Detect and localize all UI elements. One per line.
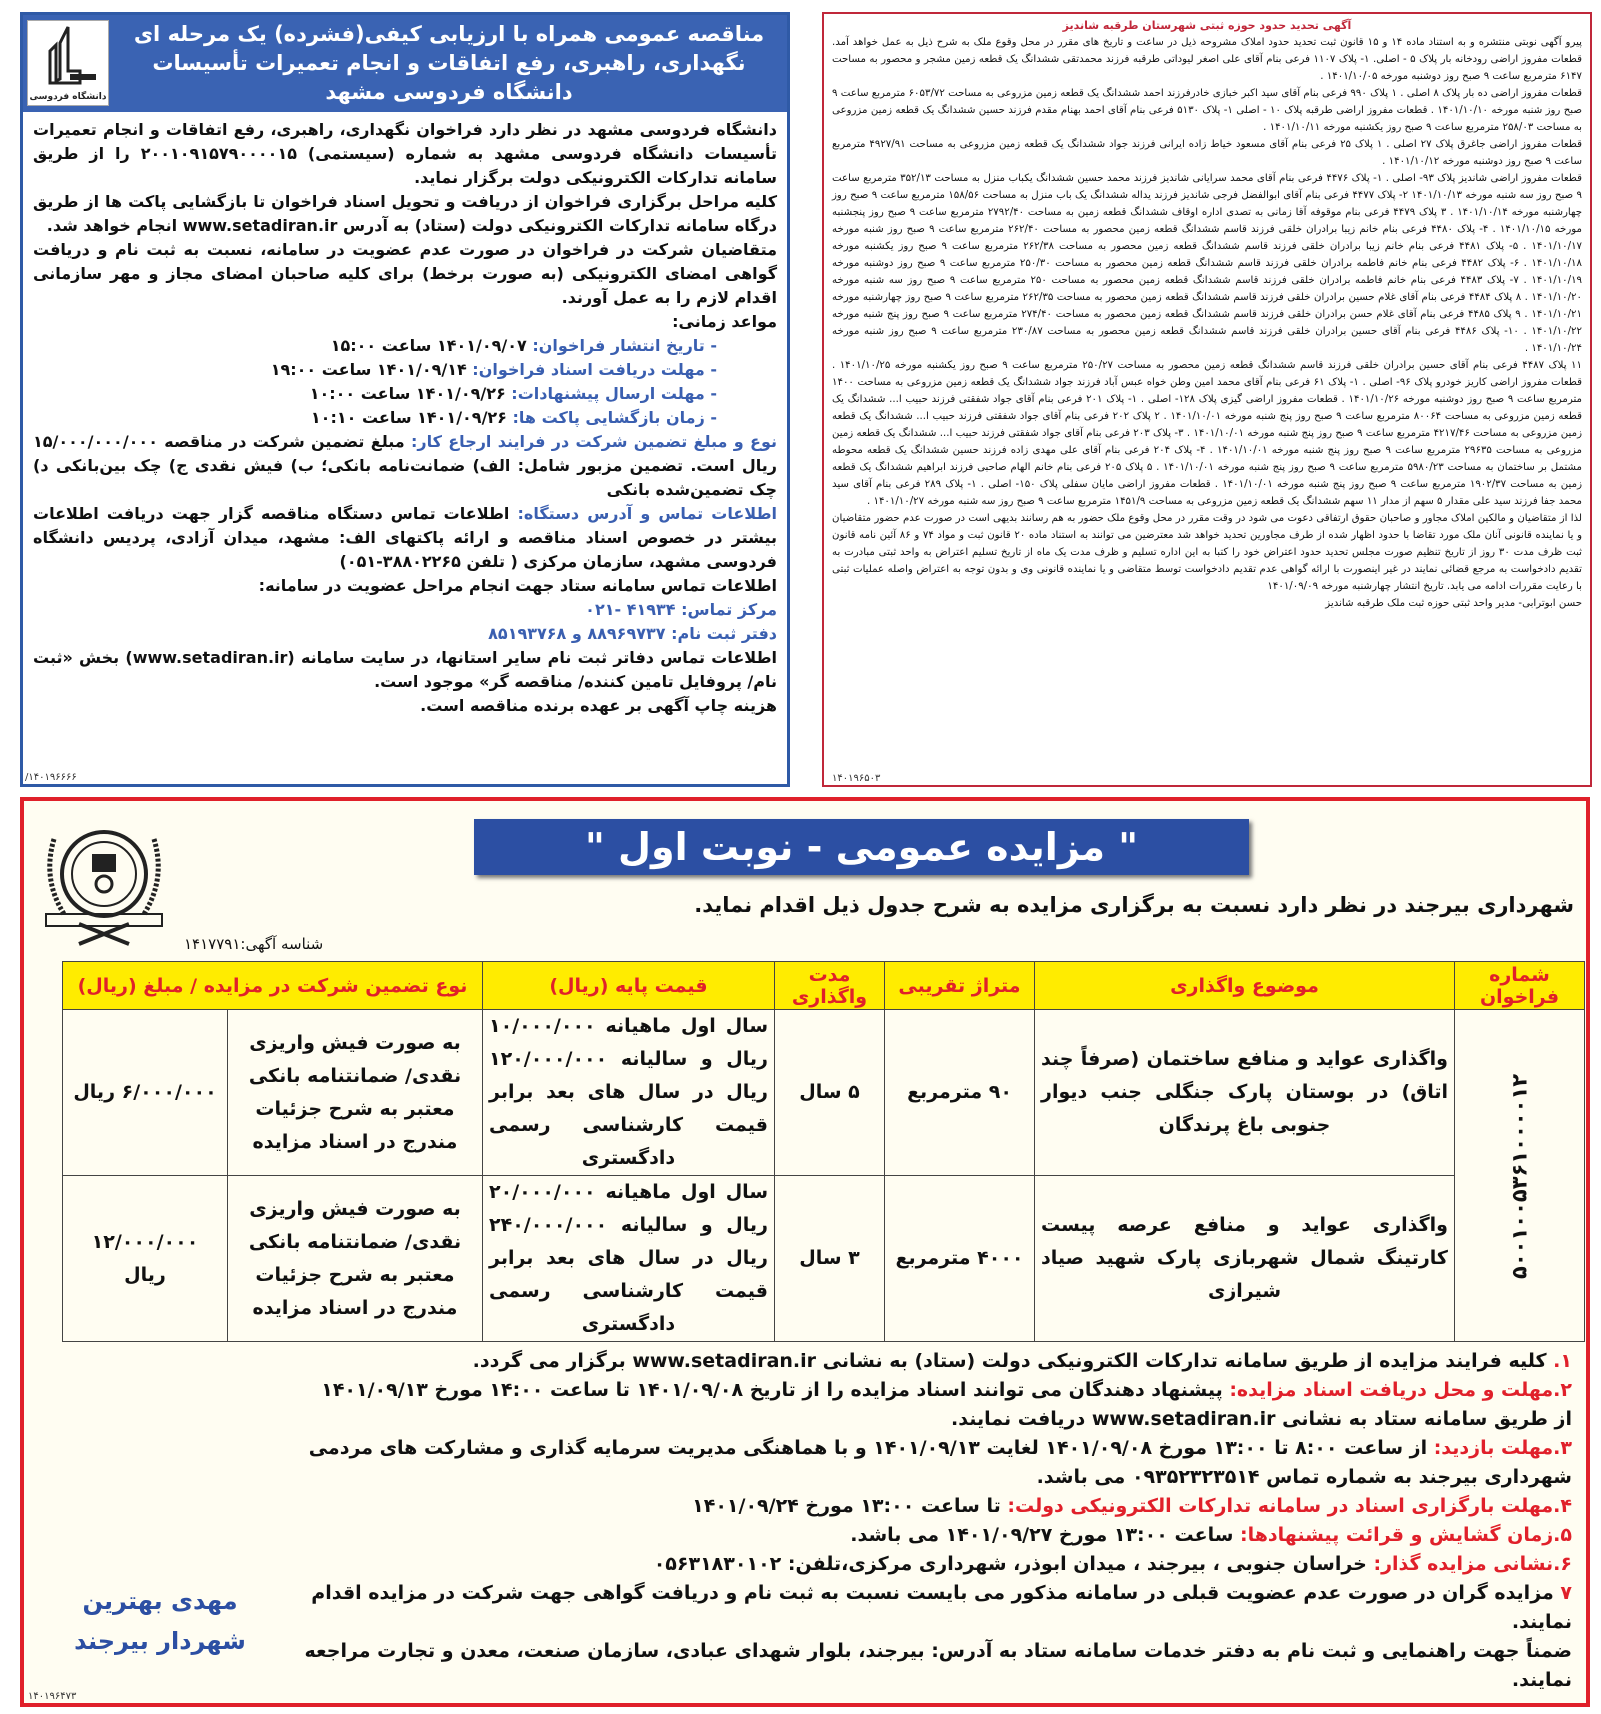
note-item: ۳.مهلت بازدید: از ساعت ۸:۰۰ تا ۱۳:۰۰ مورخ ۱۴۰۱/۰۹/۰۸ لغایت ۱۴۰۱/۰۹/۱۳ و با هماهنگی مدیریت سرمایه گذاری و مشارکت های مردمی شهرداری بیرجند به شماره تماس ۰۹۳۵۲۳۲۳۵۱۴ می باشد. <box>308 1437 1572 1488</box>
auction-notes <box>304 1347 1572 1695</box>
guarantee-amount: ۶/۰۰۰/۰۰۰ ریال <box>63 1010 228 1176</box>
area: ۹۰ مترمربع <box>885 1010 1035 1176</box>
schedule-heading: مواعد زمانی: <box>672 312 777 331</box>
auction-banner: " مزایده عمومی - نوبت اول " <box>474 819 1249 875</box>
notice-title: آگهی تحدید حدود حوزه ثبتی شهرستان طرقبه شاندیز <box>1062 19 1352 32</box>
guarantee-type: به صورت فیش واریزی نقدی/ ضمانتنامه بانکی معتبر به شرح جزئیات مندرج در اسناد مزایده <box>228 1176 483 1342</box>
col-guarantee: نوع تضمین شرکت در مزایده / مبلغ (ریال) <box>63 962 483 1010</box>
ad-code: ۱۴۰۱۹۶۵۰۳ <box>832 773 881 784</box>
boundary-notice-ad <box>822 12 1592 787</box>
call-number: ۵۰۰۱۰۰۵۳۶۱۰۰۰۰۱۲ <box>1455 1010 1585 1342</box>
duration: ۳ سال <box>775 1176 885 1342</box>
schedule-item: - تاریخ انتشار فراخوان: ۱۴۰۱/۰۹/۰۷ ساعت ۱۵:۰۰ <box>330 336 717 355</box>
auction-intro: شهرداری بیرجند در نظر دارد نسبت به برگزاری مزایده به شرح جدول ذیل اقدام نماید. <box>694 893 1574 917</box>
ad-id: شناسه آگهی:۱۴۱۷۷۹۱ <box>184 935 324 953</box>
tender-title-line1: مناقصه عمومی همراه با ارزیابی کیفی(فشرده) یک مرحله ای <box>133 22 765 46</box>
auction-table <box>62 961 1585 1342</box>
table-row <box>63 1176 1585 1342</box>
subject: واگذاری عواید و منافع ساختمان (صرفاً چند اتاق) در بوستان پارک جنگلی جنب دیوار جنوبی باغ پرندگان <box>1035 1010 1455 1176</box>
ad-footer <box>23 770 787 784</box>
note-item: ۲.مهلت و محل دریافت اسناد مزایده: پیشنهاد دهندگان می توانند اسناد مزایده را از تاریخ ۱۴۰۱/۰۹/۰۸ تا ساعت ۱۴:۰۰ مورخ ۱۴۰۱/۰۹/۱۳ از طریق سامانه ستاد به نشانی www.setadiran.ir دریافت نمایند. <box>321 1379 1572 1430</box>
contact-info: اطلاعات تماس و آدرس دستگاه: اطلاعات تماس دستگاه مناقصه گزار جهت دریافت اطلاعات بیشتر در خصوص اسناد مناقصه و ارائه پاکتهای الف: مشهد، میدان آزادی، پردیس دانشگاه فردوسی مشهد، سازمان مرکزی ( تلفن ۳۸۸۰۲۲۶۵-۰۵۱) <box>33 504 777 571</box>
col-duration: مدت واگذاری <box>775 962 885 1010</box>
note-item: ۴.مهلت بارگزاری اسناد در سامانه تدارکات الکترونیکی دولت: تا ساعت ۱۳:۰۰ مورخ ۱۴۰۱/۰۹/۲۴ <box>692 1495 1572 1517</box>
subject: واگذاری عواید و منافع عرصه پیست کارتینگ شمال شهربازی پارک شهید صیاد شیرازی <box>1035 1176 1455 1342</box>
guarantee-type: به صورت فیش واریزی نقدی/ ضمانتنامه بانکی معتبر به شرح جزئیات مندرج در اسناد مزایده <box>228 1010 483 1176</box>
note-item: ۷ مزایده گران در صورت عدم عضویت قبلی در سامانه مذکور می بایست نسبت به ثبت نام و دریافت گواهی جهت شرکت در مزایده اقدام نمایند. <box>311 1582 1572 1633</box>
notice-paragraph: ۱۱ پلاک ۴۴۸۷ فرعی بنام آقای حسین برادران خلقی فرزند قاسم ششدانگ قطعه زمین محصور به مساحت ۲۵۰/۲۷ مترمربع ساعت ۹ صبح روز یکشنبه مورخه ۱۴۰۱/۱۰/۲۵ . قطعات مفروز اراضی کاریز خودرو پلاک ۹۶- اصلی . ۱- پلاک ۶۱ فرعی بنام آقای محمد امین وطن خواه عبس آباد فرزند جواد ششدانگ یک قطعه زمین مزروعی به مساحت ۱۴۰۰ مترمربع ساعت ۹ صبح روز دوشنبه مورخه ۱۴۰۱/۱۰/۲۶ . قطعات مفروز اراضی گیزی پلاک ۱۲۸- اصلی . ۱- پلاک ۲۰۱ فرعی بنام آقای جواد شفقتی فرزند حبیب ا... ششدانگ یک قطعه زمین مزروعی به مساحت ۸۰۰۶۴ مترمربع ساعت ۹ صبح روز پنج شنبه مورخه ۱۴۰۱/۱۰/۰۱ . ۲ پلاک ۲۰۲ فرعی بنام آقای جواد شفقتی فرزند حبیب ا... ششدانگ یک قطعه زمین مزروعی به مساحت ۴۲۱۷/۴۶ مترمربع ساعت ۹ صبح روز پنج شنبه مورخه ۱۴۰۱/۱۰/۰۱ . ۳- پلاک ۲۰۳ فرعی بنام آقای جواد شفقتی فرزند حبیب ا... ششدانگ یک قطعه زمین مزروعی به مساحت ۲۹۶۳۵ مترمربع ساعت ۹ صبح روز پنج شنبه مورخه ۱۴۰۱/۱۰/۰۱ . ۴- پلاک ۲۰۴ فرعی بنام آقای علی مهدی زاده فرزند حسین ششدانگ یک قطعه محوطه مشتمل بر ساختمان به مساحت ۵۹۸۰/۲۳ مترمربع ساعت ۹ صبح روز پنج شنبه مورخه ۱۴۰۱/۱۰/۰۱ . ۵ پلاک ۲۰۵ فرعی بنام خانم الهام صاحبی فرزند ابراهیم ششدانگ یک قطعه زمین به مساحت ۱۹۰۲/۳۷ مترمربع ساعت ۹ صبح روز پنج شنبه مورخه ۱۴۰۱/۱۰/۰۱ . قطعات مفروز اراضی مایان سفلی پلاک ۱۵۰- اصلی . ۱- پلاک ۲۸۹ فرعی بنام آقای سید محمد جفا فرزند سید علی مقدار ۵ سهم از مدار ۱۱ سهم ششدانگ یک قطعه زمین مزروعی به مساحت ۱۴۵۱/۹ مترمربع ساعت ۹ صبح روز سه شنبه مورخه ۱۴۰۱/۱۰/۲۷ . <box>832 360 1583 507</box>
call-center: مرکز تماس: ۴۱۹۳۴ -۰۲۱ <box>585 600 777 619</box>
duration: ۵ سال <box>775 1010 885 1176</box>
tender-header <box>23 15 787 112</box>
tender-registration: متقاضیان شرکت در فراخوان در صورت عدم عضویت در سامانه، نسبت به ثبت نام و دریافت گواهی امضای الکترونیکی (به صورت برخط) برای کلیه صاحبان امضای مجاز و مهر سازمانی اقدام لازم را به عمل آورند. <box>33 240 777 307</box>
notice-paragraph: قطعات مفروز اراضی شاندیز پلاک ۹۳- اصلی . ۱- پلاک ۴۴۷۶ فرعی بنام آقای محمد سرایانی شاندیز فرزند محمد حسین ششدانگ یکباب منزل به مساحت ۳۵۲/۱۳ مترمربع ساعت ۹ صبح روز سه شنبه مورخه ۱۴۰۱/۱۰/۱۳ ۲- پلاک ۴۴۷۷ فرعی بنام آقای ابوالفضل فرجی شاندیز فرزند یداله ششدانگ یک باب منزل به مساحت ۱۵۸/۵۶ مترمربع ساعت ۹ صبح روز چهارشنبه مورخه ۱۴۰۱/۱۰/۱۴ . ۳ پلاک ۴۴۷۹ فرعی بنام موقوفه آقا زمانی به تصدی اداره اوقاف ششدانگ قطعه زمین به مساحت ۲۷۹۲/۴۰ مترمربع ساعت ۹ صبح روز پنجشنبه مورخه ۱۴۰۱/۱۰/۱۵ . ۴- پلاک ۴۴۸۰ فرعی بنام خانم زیبا برادران خلقی فرزند قاسم ششدانگ قطعه زمین محصور به مساحت ۲۶۲/۴۰ مترمربع ساعت ۹ صبح روز شنبه مورخه ۱۴۰۱/۱۰/۱۷ . ۵- پلاک ۴۴۸۱ فرعی بنام خانم زیبا برادران خلقی فرزند قاسم ششدانگ قطعه زمین محصور به مساحت ۲۶۲/۳۸ مترمربع ساعت ۹ صبح روز یکشنبه مورخه ۱۴۰۱/۱۰/۱۸ . ۶- پلاک ۴۴۸۲ فرعی بنام خانم فاطمه برادران خلقی فرزند قاسم ششدانگ قطعه زمین محصور به مساحت ۲۵۰/۳۰ مترمربع ساعت ۹ صبح روز دوشنبه مورخه ۱۴۰۱/۱۰/۱۹ . ۷- پلاک ۴۴۸۳ فرعی بنام خانم فاطمه برادران خلقی فرزند قاسم ششدانگ قطعه زمین محصور به مساحت ۲۵۰ مترمربع ساعت ۹ صبح روز سه شنبه مورخه ۱۴۰۱/۱۰/۲۰ . ۸ پلاک ۴۴۸۴ فرعی بنام آقای غلام حسین برادران خلقی فرزند قاسم ششدانگ قطعه زمین محصور به مساحت ۲۶۲/۳۵ مترمربع ساعت ۹ صبح روز چهارشنبه مورخه ۱۴۰۱/۱۰/۲۱ . ۹ پلاک ۴۴۸۵ فرعی بنام آقای غلام حسن برادران خلقی فرزند قاسم ششدانگ قطعه زمین محصور به مساحت ۲۷۴/۴۰ مترمربع ساعت ۹ صبح روز پنج شنبه مورخه ۱۴۰۱/۱۰/۲۲ . ۱۰- پلاک ۴۴۸۶ فرعی بنام آقای حسین برادران خلقی فرزند قاسم ششدانگ قطعه زمین محصور به مساحت ۲۳۰/۸۷ مترمربع ساعت ۹ صبح روز شنبه مورخه ۱۴۰۱/۱۰/۲۴ . <box>832 173 1583 354</box>
note-item: ۶.نشانی مزایده گذار: خراسان جنوبی ، بیرجند ، میدان ابوذر، شهرداری مرکزی،تلفن: ۰۵۶۳۱۸۳۰۱۰۲ <box>653 1553 1572 1575</box>
notice-signature: حسن ابوترابی- مدیر واحد ثبتی حوزه ثبت ملک طرقبه شاندیز <box>1325 598 1582 609</box>
schedule-item: - زمان بازگشایی پاکت ها: ۱۴۰۱/۰۹/۲۶ ساعت ۱۰:۱۰ <box>310 408 717 427</box>
tender-intro: دانشگاه فردوسی مشهد در نظر دارد فراخوان نگهداری، راهبری، رفع اتفاقات و انجام تعمیرات تأسیسات دانشگاه فردوسی مشهد به شماره (سیستمی) ۲۰۰۱۰۹۱۵۷۹۰۰۰۰۱۵ را از طریق سامانه تدارکات الکترونیکی دولت برگزار نماید. <box>33 120 777 187</box>
svg-text:دانشگاه فردوسی: دانشگاه فردوسی <box>29 92 107 102</box>
schedule-item: - مهلت دریافت اسناد فراخوان: ۱۴۰۱/۰۹/۱۴ ساعت ۱۹:۰۰ <box>270 360 717 379</box>
note-item: ضمناً جهت راهنمایی و ثبت نام به دفتر خدمات سامانه ستاد به آدرس: بیرجند، بلوار شهدای عبادی، سازمان صنعت، معدن و تجارت مراجعه نمایند. <box>304 1640 1572 1691</box>
col-call-number: شماره فراخوان <box>1455 962 1585 1010</box>
ad-code: ۱۴۰۱۹۶۴۷۳ <box>28 1691 77 1702</box>
base-price: سال اول ماهیانه ۱۰/۰۰۰/۰۰۰ ریال و سالیانه ۱۲۰/۰۰۰/۰۰۰ ریال در سال های بعد برابر قیمت کارشناسی رسمی دادگستری <box>483 1010 775 1176</box>
schedule-list <box>33 334 777 430</box>
guarantee-amount: ۱۲/۰۰۰/۰۰۰ ریال <box>63 1176 228 1342</box>
col-subject: موضوع واگذاری <box>1035 962 1455 1010</box>
table-row <box>63 1010 1585 1176</box>
notice-paragraph: قطعات مفروز اراضی ده بار پلاک ۸ اصلی . ۱ پلاک ۹۹۰ فرعی بنام آقای سید اکبر خبازی خادرفرزند احمد ششدانگ یک قطعه زمین مزروعی به مساحت ۶۰۵۳/۷۲ مترمربع ساعت ۹ صبح روز شنبه مورخه ۱۴۰۱/۱۰/۱۰ . قطعات مفروز اراضی طرقبه پلاک ۱۰ - اصلی ۱- پلاک ۵۱۳۰ فرعی بنام آقای احمد بهنام مقدم فرزند حسین ششدانگ یک قطعه زمین مزروعی به مساحت ۲۵۸/۰۳ مترمربع ساعت ۹ صبح روز یکشنبه مورخه ۱۴۰۱/۱۰/۱۱ . <box>832 88 1583 133</box>
table-header-row <box>63 962 1585 1010</box>
print-cost: هزینه چاپ آگهی بر عهده برنده مناقصه است. <box>420 696 777 715</box>
ad-code: /۱۴۰۱۹۶۶۶۶ <box>25 772 77 783</box>
guarantee-info: نوع و مبلغ تضمین شرکت در فرایند ارجاع کار: مبلغ تضمین شرکت در مناقصه ۱۵/۰۰۰/۰۰۰/۰۰۰ ریال است. تضمین مزبور شامل: الف) ضمانت‌نامه بانکی؛ ب) فیش نقدی ج) چک بین‌بانکی د) چک تضمین‌شده بانکی <box>33 432 777 499</box>
schedule-item: - مهلت ارسال پیشنهادات: ۱۴۰۱/۰۹/۲۶ ساعت ۱۰:۰۰ <box>309 384 717 403</box>
col-area: متراژ تقریبی <box>885 962 1035 1010</box>
notice-paragraph: لذا از متقاضیان و مالکین املاک مجاور و صاحبان حقوق ارتفاقی دعوت می شود در وقت مقرر در محل وقوع ملک حضور به هم رسانند بدیهی است در صورت عدم حضور متقاضیان و یا نماینده قانونی آنان ملک مورد تقاضا با حدود اظهار شده از طرف مجاورین تحدید خواهد شد معترضین می توانند به استناد ماده ۲۰ قانون ثبت و مواد ۷۴ و ۸۶ آئین نامه قانون ثبت ظرف مدت ۳۰ روز از تاریخ تنظیم صورت مجلس تحدید حدود اعتراض خود را کتبا به این اداره تسلیم و ظرف مدت یک ماه از تاریخ تسلیم اعتراض به واحد ثبتی مبادرت به تقدیم دادخواست به مرجع قضائی نمایند در غیر اینصورت با ارائه گواهی عدم تقدیم دادخواست توسط متقاضی و یا نماینده قانونی وی و بدون توجه به اعتراض واصله عملیات ثبتی با رعایت مقررات ادامه می یابد. تاریخ انتشار چهارشنبه مورخه ۱۴۰۱/۰۹/۰۹ <box>832 513 1582 592</box>
tender-title-line2: نگهداری، راهبری، رفع اتفاقات و انجام تعمیرات تأسیسات دانشگاه فردوسی مشهد <box>152 51 746 104</box>
tender-process: کلیه مراحل برگزاری فراخوان از دریافت و تحویل اسناد فراخوان تا بازگشایی پاکت ها از طریق درگاه سامانه تدارکات الکترونیکی دولت (ستاد) به آدرس www.setadiran.ir انجام خواهد شد. <box>33 192 777 235</box>
note-item: ۵.زمان گشایش و قرائت پیشنهادها: ساعت ۱۳:۰۰ مورخ ۱۴۰۱/۰۹/۲۷ می باشد. <box>850 1524 1572 1546</box>
university-logo-icon <box>27 20 109 106</box>
mayor-signature <box>50 1581 270 1661</box>
birjand-auction-ad <box>20 797 1590 1707</box>
note-item: ۱. کلیه فرایند مزایده از طریق سامانه تدارکات الکترونیکی دولت (ستاد) به نشانی www.setadiran.ir برگزار می گردد. <box>472 1350 1572 1372</box>
base-price: سال اول ماهیانه ۲۰/۰۰۰/۰۰۰ ریال و سالیانه ۲۴۰/۰۰۰/۰۰۰ ریال در سال های بعد برابر قیمت کارشناسی رسمی دادگستری <box>483 1176 775 1342</box>
area: ۴۰۰۰ مترمربع <box>885 1176 1035 1342</box>
other-offices: اطلاعات تماس دفاتر ثبت نام سایر استانها، در سایت سامانه (www.setadiran.ir) بخش «ثبت نام/ پروفایل تامین کننده/ مناقصه گر» موجود است. <box>33 648 777 691</box>
municipality-emblem-icon <box>34 819 174 949</box>
ferdowsi-tender-ad <box>20 12 790 787</box>
notice-paragraph: پیرو آگهی نوبتی منتشره و به استناد ماده ۱۴ و ۱۵ قانون ثبت تحدید حدود املاک مشروحه ذیل در ساعت و تاریخ های مقرر در محل وقوع ملک به شرح ذیل به عمل خواهد آمد. قطعات مفروز اراضی رودخانه بار پلاک ۵ - اصلی. ۱- پلاک ۱۱۰۷ فرعی بنام آقای علی اصغر لیوداتی طرقبه فرزند محمدتقی ششدانگ یک قطعه زمین مشجر و محصور به مساحت ۶۱۴۷ مترمربع ساعت ۹ صبح روز دوشنبه مورخه ۱۴۰۱/۱۰/۰۵ . <box>832 37 1582 82</box>
registry-office: دفتر ثبت نام: ۸۸۹۶۹۷۳۷ و ۸۵۱۹۳۷۶۸ <box>488 624 777 643</box>
signer-name: مهدی بهترین <box>82 1587 238 1615</box>
signer-title: شهردار بیرجند <box>74 1627 246 1655</box>
seta-heading: اطلاعات تماس سامانه ستاد جهت انجام مراحل عضویت در سامانه: <box>258 576 777 595</box>
col-base-price: قیمت پایه (ریال) <box>483 962 775 1010</box>
notice-paragraph: قطعات مفروز اراضی جاغرق پلاک ۲۷ اصلی . ۱ پلاک ۲۵ فرعی بنام آقای مسعود خیاط زاده ایرانی فرزند جواد ششدانگ یک قطعه زمین مزروعی به مساحت ۴۹۲۷/۹۱ مترمربع ساعت ۹ صبح روز دوشنبه مورخه ۱۴۰۱/۱۰/۱۲ . <box>832 139 1582 167</box>
